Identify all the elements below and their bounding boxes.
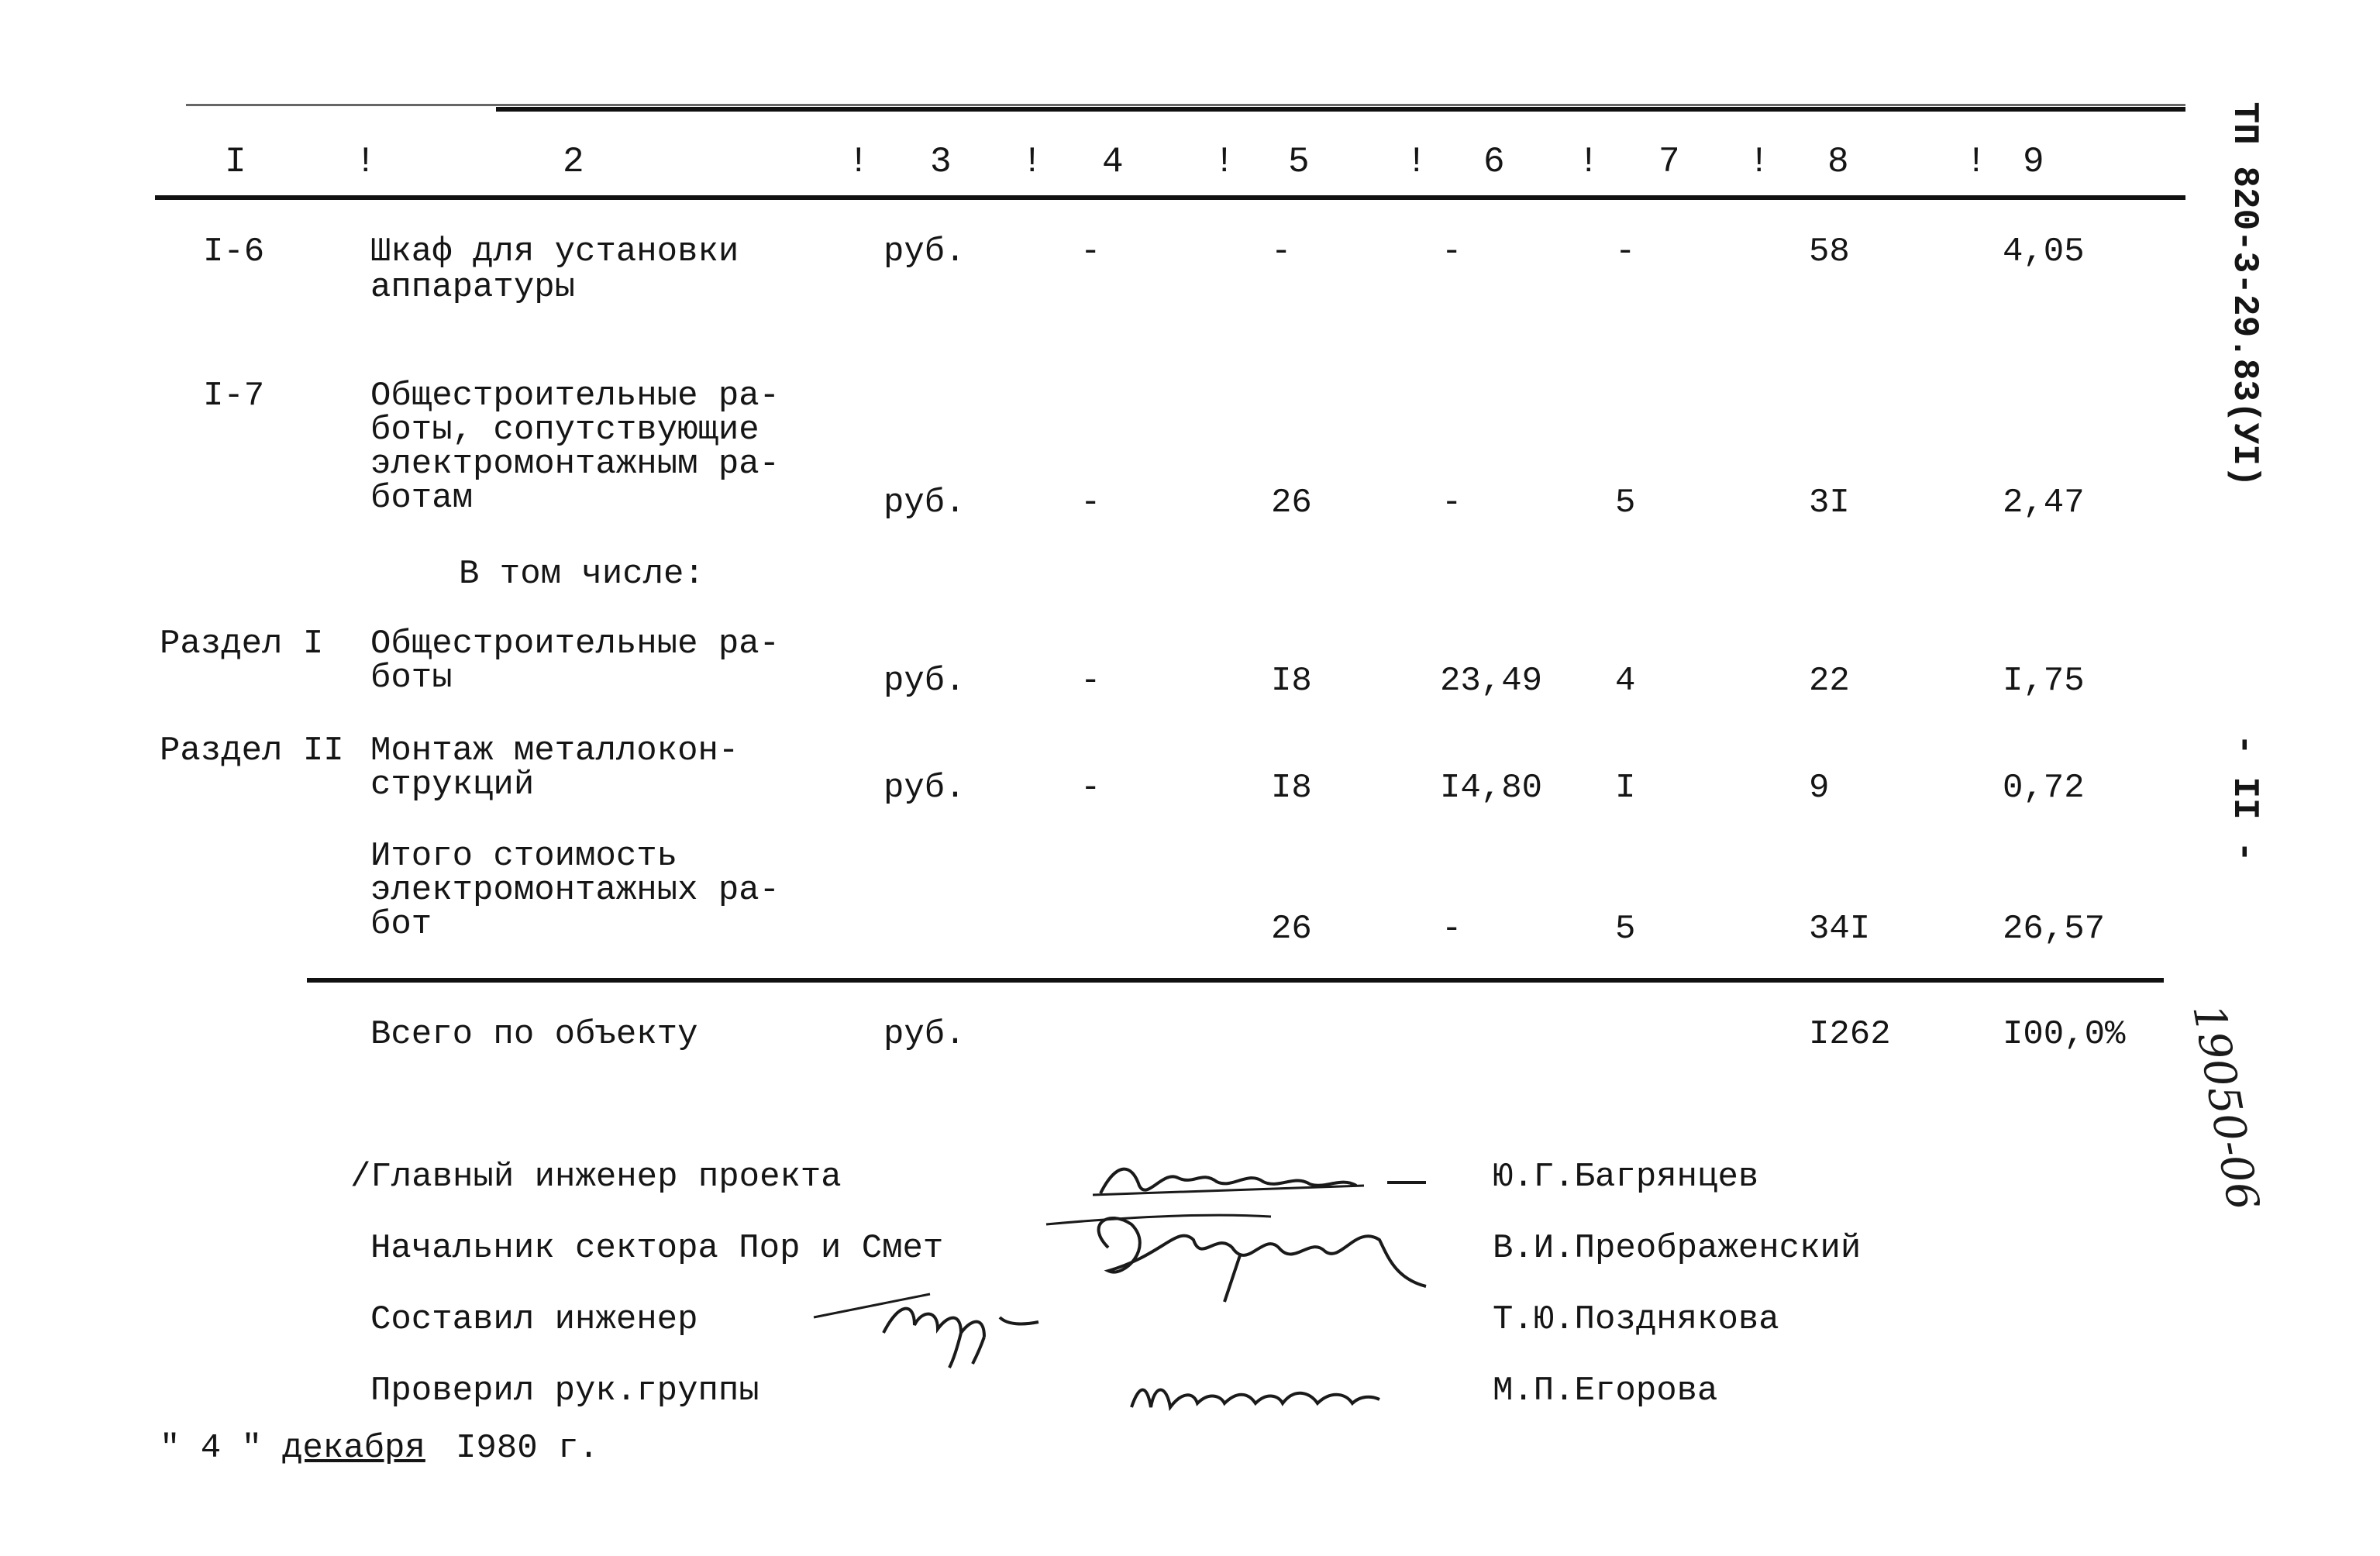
row-col6: - — [1441, 232, 1462, 271]
header-rule — [155, 195, 2185, 200]
row-col5: - — [1271, 232, 1292, 271]
row-code: Раздел II — [160, 732, 344, 770]
signature-name: Т.Ю.Позднякова — [1493, 1300, 1779, 1339]
col-separator: ! — [1214, 142, 1235, 182]
signature-role: Составил инженер — [370, 1300, 698, 1339]
row-col9: 4,05 — [2003, 232, 2085, 271]
row-desc-line: Общестроительные ра- — [370, 377, 780, 415]
row-col8: 22 — [1809, 662, 1850, 701]
row-col6: - — [1441, 484, 1462, 522]
signature-name: В.И.Преображенский — [1493, 1229, 1862, 1268]
total-col9: I00,0% — [2003, 1015, 2126, 1054]
row-col8: 3I — [1809, 484, 1850, 522]
signature-role: Начальник сектора Пор и Смет — [370, 1229, 944, 1268]
col-separator: ! — [1748, 142, 1770, 182]
row-col6: - — [1441, 910, 1462, 948]
row-desc-line: Шкаф для установки — [370, 232, 739, 271]
col-header-7: 7 — [1658, 142, 1680, 182]
top-rule-thin — [186, 104, 2185, 106]
doc-code: ТП 820-3-29.83(УI) — [2224, 102, 2265, 487]
row-desc-line: электромонтажным ра- — [370, 445, 780, 484]
col-separator: ! — [355, 142, 377, 182]
row-col9: 26,57 — [2003, 910, 2106, 948]
col-separator: ! — [1578, 142, 1600, 182]
row-desc-line: боты — [370, 659, 453, 697]
inventory-number-mark — [2170, 1000, 2268, 1279]
row-unit: руб. — [883, 769, 966, 807]
row-desc-line: Общестроительные ра- — [370, 625, 780, 663]
col-header-5: 5 — [1288, 142, 1310, 182]
row-desc-line: Монтаж металлокон- — [370, 732, 739, 770]
row-desc-line: боты, сопутствующие — [370, 411, 759, 449]
col-header-2: 2 — [563, 142, 584, 182]
col-header-4: 4 — [1102, 142, 1124, 182]
row-unit: руб. — [883, 232, 966, 271]
row-col8: 9 — [1809, 769, 1830, 807]
row-unit: руб. — [883, 484, 966, 522]
row-col8: 58 — [1809, 232, 1850, 271]
col-header-9: 9 — [2023, 142, 2044, 182]
total-label: Всего по объекту — [370, 1015, 698, 1054]
row-col7: 5 — [1615, 910, 1636, 948]
date-day: " 4 " — [160, 1429, 263, 1468]
row-unit: руб. — [883, 662, 966, 701]
row-col4: - — [1080, 232, 1101, 271]
row-code: Раздел I — [160, 625, 324, 663]
row-col5: 26 — [1271, 484, 1312, 522]
signature-role: /Главный инженер проекта — [350, 1158, 842, 1196]
row-col8: 34I — [1809, 910, 1871, 948]
total-unit: руб. — [883, 1015, 966, 1054]
date-year: I980 г. — [456, 1429, 599, 1468]
row-code: I-7 — [203, 377, 265, 415]
signature-mark-egorova — [1124, 1361, 1387, 1423]
row-col5: I8 — [1271, 662, 1312, 701]
col-header-6: 6 — [1483, 142, 1505, 182]
col-separator: ! — [1021, 142, 1043, 182]
signature-name: Ю.Г.Багрянцев — [1493, 1158, 1759, 1196]
row-desc-line: бот — [370, 905, 432, 944]
row-desc-line: струкций — [370, 766, 535, 804]
col-header-1: I — [225, 142, 246, 182]
top-rule — [496, 107, 2185, 112]
row-col9: I,75 — [2003, 662, 2085, 701]
col-header-3: 3 — [930, 142, 952, 182]
total-rule — [307, 978, 2164, 983]
row-desc-line: электромонтажных ра- — [370, 871, 780, 910]
row-col7: I — [1615, 769, 1636, 807]
row-col4: - — [1080, 484, 1101, 522]
row-code: I-6 — [203, 232, 265, 271]
row-col5: I8 — [1271, 769, 1312, 807]
row-col6: I4,80 — [1440, 769, 1543, 807]
row-col7: 4 — [1615, 662, 1636, 701]
signature-mark-pozdnyakova — [806, 1271, 1069, 1372]
row-col7: 5 — [1615, 484, 1636, 522]
col-separator: ! — [848, 142, 870, 182]
row-col9: 0,72 — [2003, 769, 2085, 807]
signature-role: Проверил рук.группы — [370, 1372, 759, 1410]
signature-name: М.П.Егорова — [1493, 1372, 1718, 1410]
inventory-number: 19050-06 — [2182, 1000, 2268, 1214]
page-number: - II - — [2224, 734, 2265, 862]
row-col5: 26 — [1271, 910, 1312, 948]
row-col6: 23,49 — [1440, 662, 1543, 701]
total-col8: I262 — [1809, 1015, 1891, 1054]
subheading: В том числе: — [459, 555, 704, 594]
row-desc-line: Итого стоимость — [370, 837, 678, 876]
row-col4: - — [1080, 769, 1101, 807]
col-header-8: 8 — [1827, 142, 1849, 182]
col-separator: ! — [1406, 142, 1428, 182]
row-desc-line: ботам — [370, 479, 474, 518]
signature-mark-preobrazhensky — [1038, 1193, 1441, 1310]
row-col9: 2,47 — [2003, 484, 2085, 522]
row-col7: - — [1615, 232, 1636, 271]
row-col4: - — [1080, 662, 1101, 701]
col-separator: ! — [1965, 142, 1987, 182]
row-desc-line: аппаратуры — [370, 268, 576, 307]
date-month: декабря — [282, 1429, 425, 1468]
